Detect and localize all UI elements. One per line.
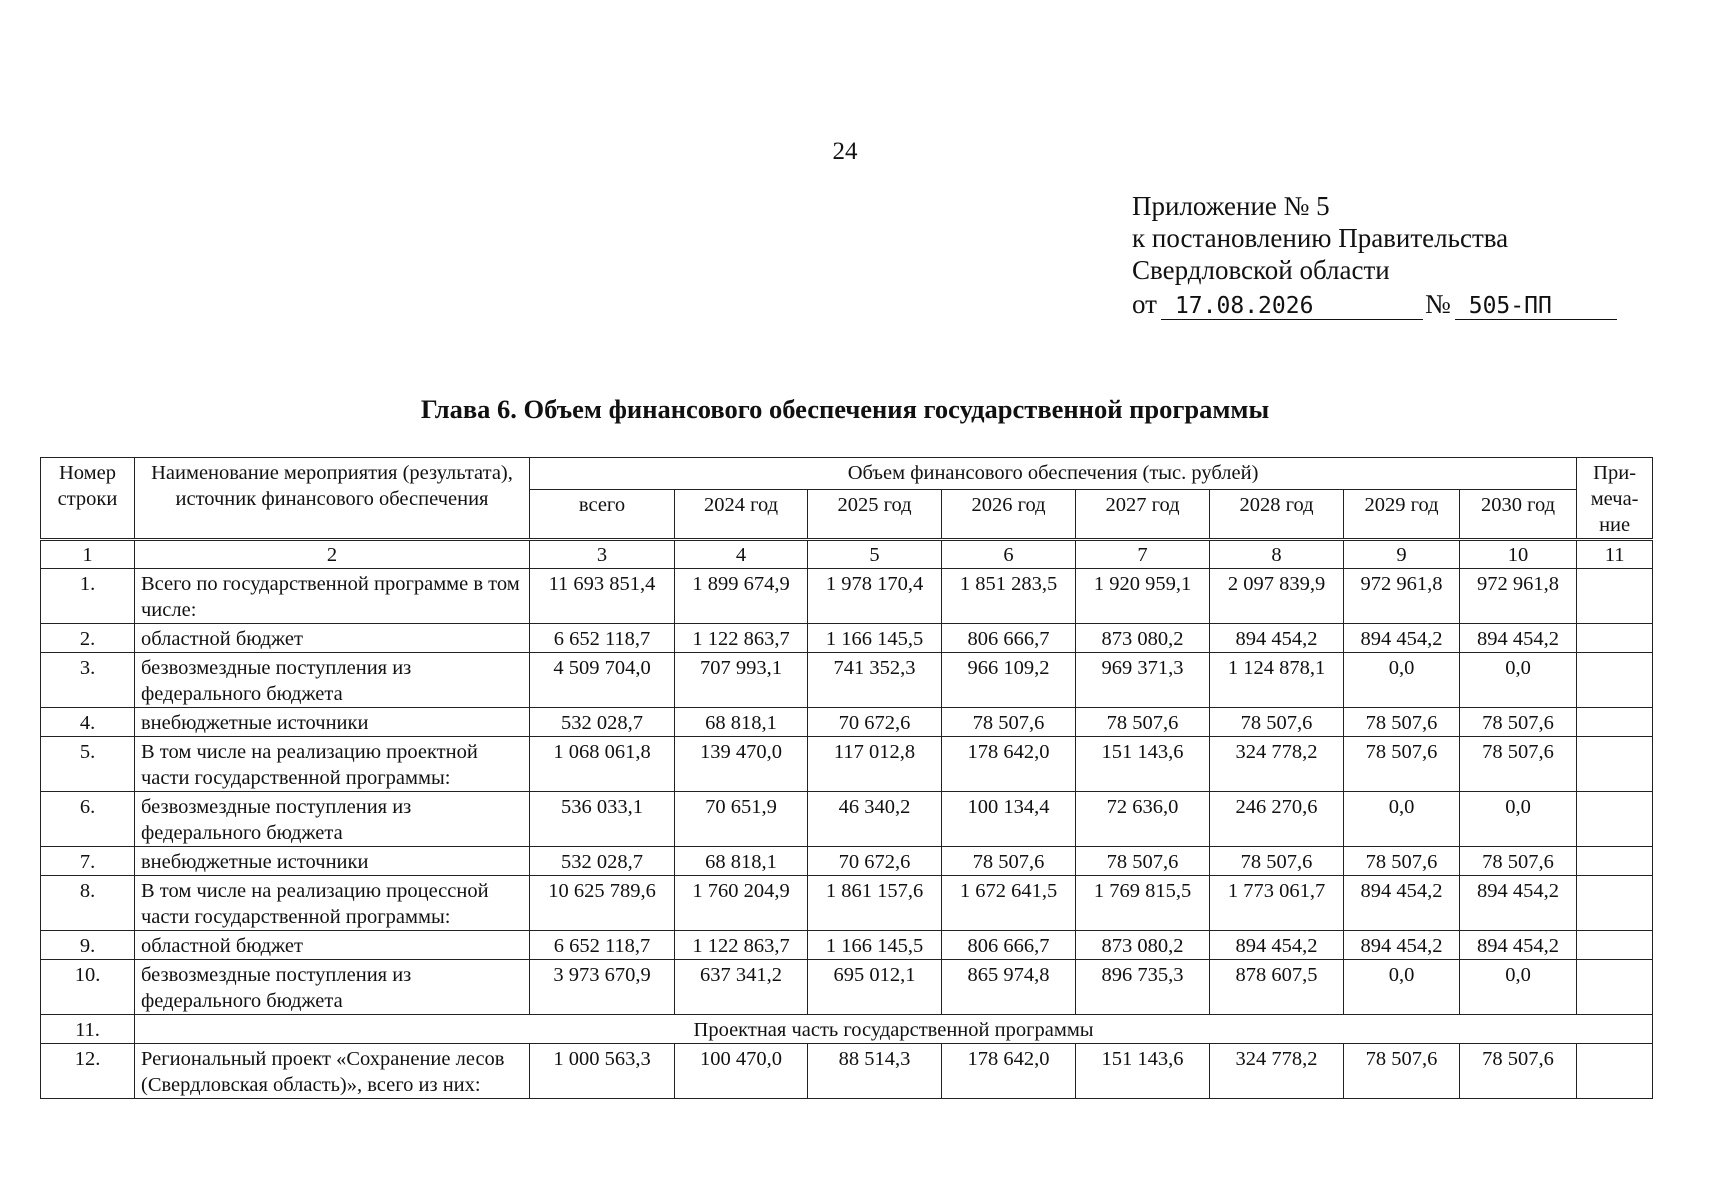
- value-cell: 741 352,3: [808, 653, 942, 708]
- value-cell: 6 652 118,7: [530, 931, 675, 960]
- value-cell: 88 514,3: [808, 1044, 942, 1099]
- column-number: 3: [530, 540, 675, 569]
- column-number: 8: [1210, 540, 1344, 569]
- value-cell: 324 778,2: [1210, 737, 1344, 792]
- table-row: [41, 569, 1653, 624]
- table-row: [41, 792, 1653, 847]
- header-note: При-меча-ние: [1577, 458, 1653, 540]
- row-name-cell: В том числе на реализацию процессной части государственной программы:: [135, 876, 530, 931]
- value-cell: 894 454,2: [1344, 876, 1460, 931]
- note-cell: [1577, 960, 1653, 1015]
- row-number-cell: 10.: [41, 960, 135, 1015]
- from-label: от: [1132, 289, 1157, 319]
- value-cell: 3 973 670,9: [530, 960, 675, 1015]
- appendix-block: [1132, 190, 1672, 320]
- value-cell: 78 507,6: [1076, 847, 1210, 876]
- value-cell: 0,0: [1344, 653, 1460, 708]
- row-number-cell: 8.: [41, 876, 135, 931]
- value-cell: 0,0: [1344, 792, 1460, 847]
- value-cell: 78 507,6: [1460, 847, 1577, 876]
- value-cell: 78 507,6: [1344, 847, 1460, 876]
- value-cell: 72 636,0: [1076, 792, 1210, 847]
- row-name-cell: Региональный проект «Сохранение лесов (Свердловская область)», всего из них:: [135, 1044, 530, 1099]
- appendix-resolution-line: к постановлению Правительства: [1132, 223, 1509, 253]
- value-cell: 78 507,6: [1460, 1044, 1577, 1099]
- table-body: [41, 569, 1653, 1099]
- value-cell: 532 028,7: [530, 708, 675, 737]
- note-cell: [1577, 737, 1653, 792]
- value-cell: 1 122 863,7: [675, 931, 808, 960]
- column-numbers-row: [41, 540, 1653, 569]
- note-cell: [1577, 792, 1653, 847]
- value-cell: 894 454,2: [1210, 624, 1344, 653]
- value-cell: 78 507,6: [1460, 737, 1577, 792]
- header-year: 2026 год: [942, 490, 1076, 540]
- header-row-number: Номер строки: [41, 458, 135, 540]
- value-cell: 894 454,2: [1460, 624, 1577, 653]
- row-name-cell: безвозмездные поступления из федерального бюджета: [135, 792, 530, 847]
- value-cell: 1 920 959,1: [1076, 569, 1210, 624]
- value-cell: 1 068 061,8: [530, 737, 675, 792]
- column-number: 9: [1344, 540, 1460, 569]
- value-cell: 6 652 118,7: [530, 624, 675, 653]
- table-row: [41, 737, 1653, 792]
- value-cell: 966 109,2: [942, 653, 1076, 708]
- note-cell: [1577, 847, 1653, 876]
- value-cell: 4 509 704,0: [530, 653, 675, 708]
- appendix-title: Приложение № 5: [1132, 191, 1330, 221]
- value-cell: 78 507,6: [1210, 708, 1344, 737]
- value-cell: 972 961,8: [1460, 569, 1577, 624]
- value-cell: 1 851 283,5: [942, 569, 1076, 624]
- note-cell: [1577, 569, 1653, 624]
- value-cell: 1 899 674,9: [675, 569, 808, 624]
- note-cell: [1577, 708, 1653, 737]
- row-number-cell: 11.: [41, 1015, 135, 1044]
- header-volume: Объем финансового обеспечения (тыс. рублей): [530, 458, 1577, 490]
- table-row: [41, 931, 1653, 960]
- header-year: 2028 год: [1210, 490, 1344, 540]
- value-cell: 873 080,2: [1076, 624, 1210, 653]
- value-cell: 806 666,7: [942, 624, 1076, 653]
- column-number: 7: [1076, 540, 1210, 569]
- value-cell: 324 778,2: [1210, 1044, 1344, 1099]
- value-cell: 1 978 170,4: [808, 569, 942, 624]
- chapter-title: Глава 6. Объем финансового обеспечения государственной программы: [420, 394, 1270, 424]
- header-year: 2029 год: [1344, 490, 1460, 540]
- value-cell: 1 760 204,9: [675, 876, 808, 931]
- value-cell: 178 642,0: [942, 737, 1076, 792]
- value-cell: 536 033,1: [530, 792, 675, 847]
- column-number: 2: [135, 540, 530, 569]
- value-cell: 151 143,6: [1076, 1044, 1210, 1099]
- value-cell: 100 470,0: [675, 1044, 808, 1099]
- value-cell: 78 507,6: [1210, 847, 1344, 876]
- note-cell: [1577, 653, 1653, 708]
- value-cell: 46 340,2: [808, 792, 942, 847]
- table-row: [41, 1044, 1653, 1099]
- value-cell: 695 012,1: [808, 960, 942, 1015]
- value-cell: 68 818,1: [675, 847, 808, 876]
- value-cell: 78 507,6: [1076, 708, 1210, 737]
- value-cell: 637 341,2: [675, 960, 808, 1015]
- value-cell: 139 470,0: [675, 737, 808, 792]
- value-cell: 78 507,6: [1460, 708, 1577, 737]
- value-cell: 70 672,6: [808, 708, 942, 737]
- value-cell: 1 166 145,5: [808, 931, 942, 960]
- section-row: [41, 1015, 1653, 1044]
- value-cell: 532 028,7: [530, 847, 675, 876]
- row-name-cell: Всего по государственной программе в том числе:: [135, 569, 530, 624]
- value-cell: 0,0: [1460, 960, 1577, 1015]
- value-cell: 2 097 839,9: [1210, 569, 1344, 624]
- resolution-number: 505-ПП: [1455, 293, 1617, 320]
- header-year: 2024 год: [675, 490, 808, 540]
- value-cell: 78 507,6: [1344, 737, 1460, 792]
- appendix-date-number-line: [1132, 288, 1672, 320]
- row-name-cell: областной бюджет: [135, 624, 530, 653]
- note-cell: [1577, 1044, 1653, 1099]
- column-number: 11: [1577, 540, 1653, 569]
- value-cell: 972 961,8: [1344, 569, 1460, 624]
- value-cell: 70 672,6: [808, 847, 942, 876]
- row-number-cell: 1.: [41, 569, 135, 624]
- value-cell: 1 773 061,7: [1210, 876, 1344, 931]
- row-name-cell: безвозмездные поступления из федерального бюджета: [135, 653, 530, 708]
- note-cell: [1577, 876, 1653, 931]
- value-cell: 10 625 789,6: [530, 876, 675, 931]
- resolution-date: 17.08.2026: [1161, 293, 1423, 320]
- value-cell: 894 454,2: [1460, 876, 1577, 931]
- value-cell: 1 769 815,5: [1076, 876, 1210, 931]
- value-cell: 0,0: [1344, 960, 1460, 1015]
- header-year: всего: [530, 490, 675, 540]
- value-cell: 1 124 878,1: [1210, 653, 1344, 708]
- row-name-cell: внебюджетные источники: [135, 847, 530, 876]
- value-cell: 11 693 851,4: [530, 569, 675, 624]
- table-row: [41, 708, 1653, 737]
- table-row: [41, 653, 1653, 708]
- note-cell: [1577, 931, 1653, 960]
- row-name-cell: внебюджетные источники: [135, 708, 530, 737]
- value-cell: 873 080,2: [1076, 931, 1210, 960]
- value-cell: 78 507,6: [1344, 1044, 1460, 1099]
- value-cell: 0,0: [1460, 792, 1577, 847]
- value-cell: 806 666,7: [942, 931, 1076, 960]
- row-number-cell: 7.: [41, 847, 135, 876]
- row-name-cell: безвозмездные поступления из федерального бюджета: [135, 960, 530, 1015]
- table-row: [41, 960, 1653, 1015]
- value-cell: 151 143,6: [1076, 737, 1210, 792]
- table-row: [41, 847, 1653, 876]
- column-number: 5: [808, 540, 942, 569]
- value-cell: 78 507,6: [1344, 708, 1460, 737]
- row-number-cell: 6.: [41, 792, 135, 847]
- row-number-cell: 5.: [41, 737, 135, 792]
- row-number-cell: 3.: [41, 653, 135, 708]
- row-name-cell: областной бюджет: [135, 931, 530, 960]
- section-title-cell: Проектная часть государственной программы: [135, 1015, 1653, 1044]
- value-cell: 1 672 641,5: [942, 876, 1076, 931]
- header-name: Наименование мероприятия (результата), источник финансового обеспечения: [135, 458, 530, 540]
- note-cell: [1577, 624, 1653, 653]
- value-cell: 178 642,0: [942, 1044, 1076, 1099]
- value-cell: 117 012,8: [808, 737, 942, 792]
- value-cell: 0,0: [1460, 653, 1577, 708]
- value-cell: 894 454,2: [1210, 931, 1344, 960]
- number-label: №: [1424, 289, 1451, 319]
- value-cell: 894 454,2: [1344, 931, 1460, 960]
- header-year: 2025 год: [808, 490, 942, 540]
- value-cell: 878 607,5: [1210, 960, 1344, 1015]
- row-number-cell: 2.: [41, 624, 135, 653]
- financing-table: [40, 457, 1653, 1099]
- value-cell: 707 993,1: [675, 653, 808, 708]
- table-row: [41, 624, 1653, 653]
- value-cell: 894 454,2: [1460, 931, 1577, 960]
- value-cell: 969 371,3: [1076, 653, 1210, 708]
- column-number: 4: [675, 540, 808, 569]
- row-number-cell: 9.: [41, 931, 135, 960]
- page-number: 24: [832, 138, 858, 165]
- header-row-1: [41, 458, 1653, 490]
- value-cell: 1 122 863,7: [675, 624, 808, 653]
- value-cell: 78 507,6: [942, 847, 1076, 876]
- value-cell: 894 454,2: [1344, 624, 1460, 653]
- row-name-cell: В том числе на реализацию проектной части государственной программы:: [135, 737, 530, 792]
- value-cell: 896 735,3: [1076, 960, 1210, 1015]
- table-row: [41, 876, 1653, 931]
- value-cell: 68 818,1: [675, 708, 808, 737]
- row-number-cell: 12.: [41, 1044, 135, 1099]
- value-cell: 100 134,4: [942, 792, 1076, 847]
- column-number: 6: [942, 540, 1076, 569]
- value-cell: 865 974,8: [942, 960, 1076, 1015]
- value-cell: 1 861 157,6: [808, 876, 942, 931]
- value-cell: 70 651,9: [675, 792, 808, 847]
- appendix-region-line: Свердловской области: [1132, 255, 1390, 285]
- value-cell: 1 166 145,5: [808, 624, 942, 653]
- header-year: 2030 год: [1460, 490, 1577, 540]
- column-number: 10: [1460, 540, 1577, 569]
- value-cell: 246 270,6: [1210, 792, 1344, 847]
- value-cell: 78 507,6: [942, 708, 1076, 737]
- header-year: 2027 год: [1076, 490, 1210, 540]
- value-cell: 1 000 563,3: [530, 1044, 675, 1099]
- row-number-cell: 4.: [41, 708, 135, 737]
- column-number: 1: [41, 540, 135, 569]
